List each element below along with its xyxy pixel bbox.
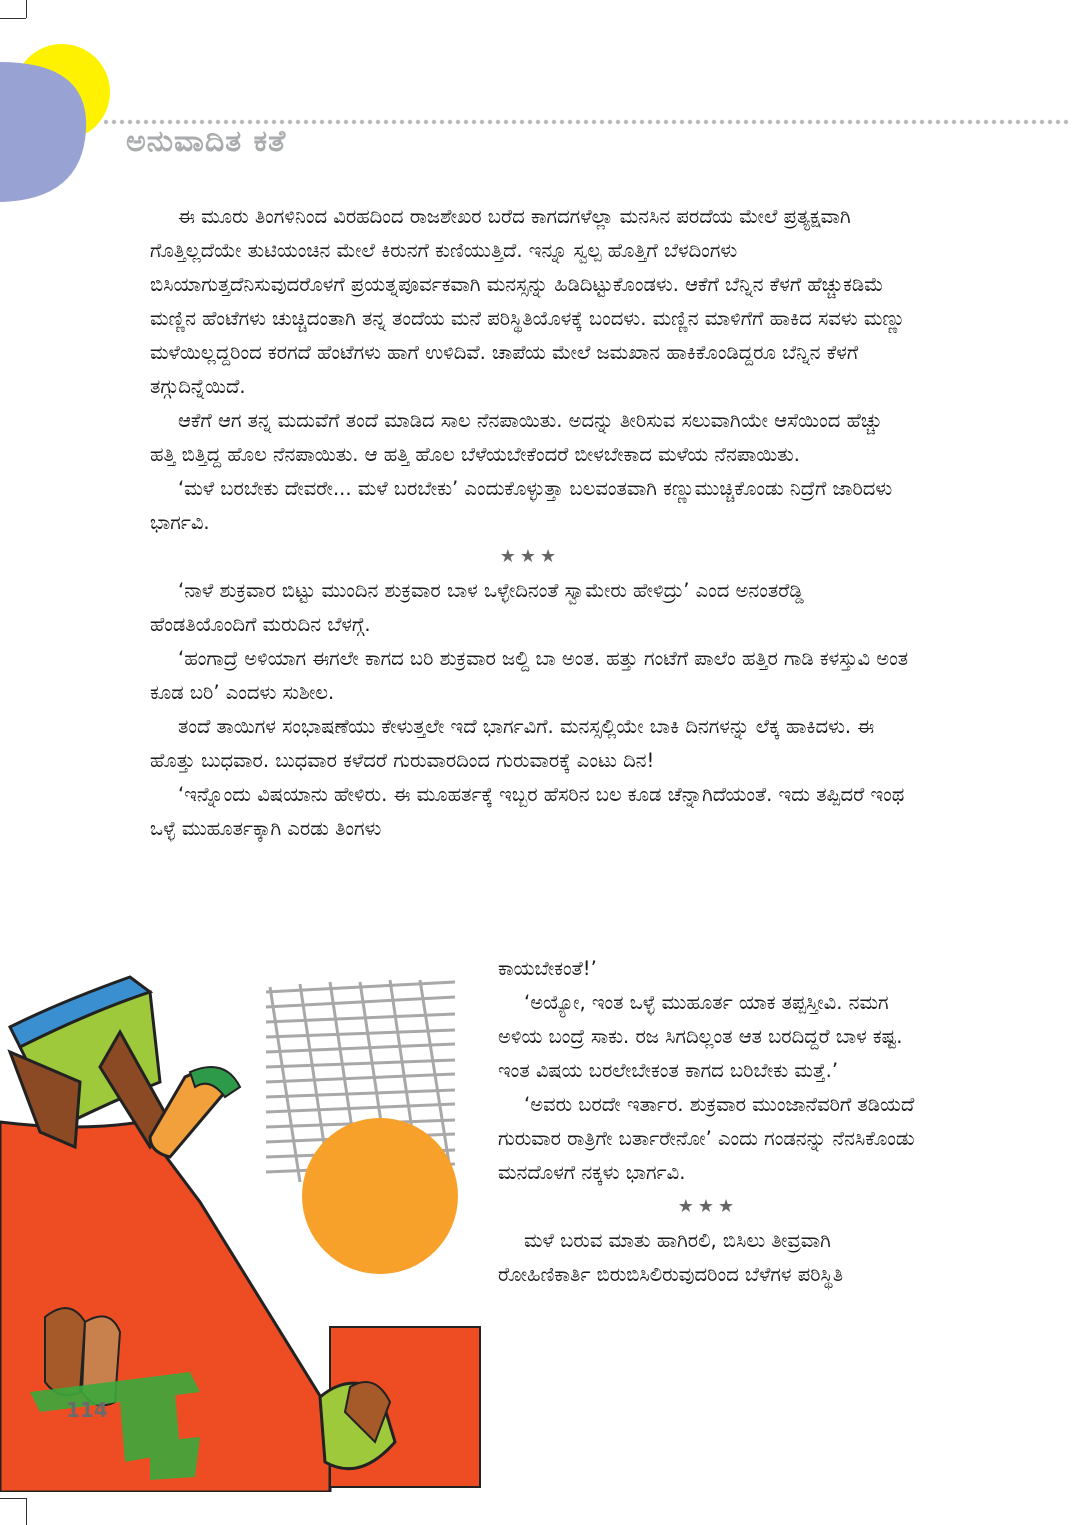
- paragraph: ತಂದೆ ತಾಯಿಗಳ ಸಂಭಾಷಣೆಯು ಕೇಳುತ್ತಲೇ ಇದೆ ಭಾರ್ಗವಿಗೆ. ಮನಸ್ಸಲ್ಲಿಯೇ ಬಾಕಿ ದಿನಗಳನ್ನು ಲೆಕ್ಕ ಹಾಕಿದಳು. ಈ ಹೊತ್ತು ಬುಧವಾರ. ಬುಧವಾರ ಕಳೆದರೆ ಗುರುವಾರದಿಂದ ಗುರುವಾರಕ್ಕೆ ಎಂಟು ದಿನ!: [150, 715, 875, 772]
- story-text-main: [150, 200, 910, 846]
- section-title: ಅನುವಾದಿತ ಕತೆ: [126, 124, 287, 159]
- paragraph: ಆಕೆಗೆ ಆಗ ತನ್ನ ಮದುವೆಗೆ ತಂದೆ ಮಾಡಿದ ಸಾಲ ನೆನಪಾಯಿತು. ಅದನ್ನು ತೀರಿಸುವ ಸಲುವಾಗಿಯೇ ಆಸೆಯಿಂದ ಹೆಚ್ಚು ಹತ್ತಿ ಬಿತ್ತಿದ್ದ ಹೊಲ ನೆನಪಾಯಿತು. ಆ ಹತ್ತಿ ಹೊಲ ಬೆಳೆಯಬೇಕೆಂದರೆ ಬೀಳಬೇಕಾದ ಮಳೆಯ ನೆನಪಾಯಿತು.: [150, 409, 883, 466]
- paragraph: ಮಳೆ ಬರುವ ಮಾತು ಹಾಗಿರಲಿ, ಬಿಸಿಲು ತೀವ್ರವಾಗಿ ರೋಹಿಣಿಕಾರ್ತಿ ಬಿರುಬಿಸಿಲಿರುವುದರಿಂದ ಬೆಳೆಗಳ ಪರಿಸ್ಥಿತಿ: [498, 1229, 844, 1286]
- paragraph: ‘ಅಯ್ಯೋ, ಇಂತ ಒಳ್ಳೆ ಮುಹೂರ್ತ ಯಾಕ ತಪ್ಪಸ್ತೀವಿ. ನಮಗ ಅಳಿಯ ಬಂದ್ರೆ ಸಾಕು. ರಜ ಸಿಗದಿಲ್ಲಂತ ಆತ ಬರದಿದ್ದರೆ ಬಾಳ ಕಷ್ಟ. ಇಂತ ವಿಷಯ ಬರಲೇಬೇಕಂತ ಕಾಗದ ಬರಿಬೇಕು ಮತ್ತೆ.’: [498, 991, 903, 1082]
- paragraph: ಈ ಮೂರು ತಿಂಗಳಿನಿಂದ ವಿರಹದಿಂದ ರಾಜಶೇಖರ ಬರೆದ ಕಾಗದಗಳೆಲ್ಲಾ ಮನಸಿನ ಪರದೆಯ ಮೇಲೆ ಪ್ರತ್ಯಕ್ಷವಾಗಿ ಗೊತ್ತಿಲ್ಲದೆಯೇ ತುಟಿಯಂಚಿನ ಮೇಲೆ ಕಿರುನಗೆ ಕುಣಿಯುತ್ತಿದೆ. ಇನ್ನೂ ಸ್ವಲ್ಪ ಹೊತ್ತಿಗೆ ಬೆಳದಿಂಗಳು ಬಿಸಿಯಾಗುತ್ತದೆನಿಸುವುದರೊಳಗೆ ಪ್ರಯತ್ನಪೂರ್ವಕವಾಗಿ ಮನಸ್ಸನ್ನು ಹಿಡಿದಿಟ್ಟುಕೊಂಡಳು. ಆಕೆಗೆ ಬೆನ್ನಿನ ಕೆಳಗೆ ಹೆಚ್ಚುಕಡಿಮೆ ಮಣ್ಣಿನ ಹೆಂಟೆಗಳು ಚುಚ್ಚಿದಂತಾಗಿ ತನ್ನ ತಂದೆಯ ಮನೆ ಪರಿಸ್ಥಿತಿಯೊಳಕ್ಕೆ ಬಂದಳು. ಮಣ್ಣಿನ ಮಾಳಿಗೆಗೆ ಹಾಕಿದ ಸವಳು ಮಣ್ಣು ಮಳೆಯಿಲ್ಲದ್ದರಿಂದ ಕರಗದೆ ಹೆಂಟೆಗಳು ಹಾಗೆ ಉಳಿದಿವೆ. ಚಾಪೆಯ ಮೇಲೆ ಜಮಖಾನ ಹಾಕಿಕೊಂಡಿದ್ದರೂ ಬೆನ್ನಿನ ಕೆಳಗೆ ತಗ್ಗುದಿನ್ನೆಯಿದೆ.: [150, 205, 906, 398]
- story-text-column: [498, 952, 918, 1292]
- section-separator: ★★★: [499, 546, 561, 567]
- section-separator: ★★★: [677, 1196, 739, 1217]
- paragraph: ‘ಅವರು ಬರದೇ ಇರ್ತಾರ. ಶುಕ್ರವಾರ ಮುಂಜಾನೆವರಿಗೆ ತಡಿಯದೆ ಗುರುವಾರ ರಾತ್ರಿಗೇ ಬರ್ತಾರೇನೋ’ ಎಂದು ಗಂಡನನ್ನು ನೆನಸಿಕೊಂಡು ಮನದೊಳಗೆ ನಕ್ಕಳು ಭಾರ್ಗವಿ.: [498, 1093, 915, 1184]
- faces: [45, 1308, 85, 1395]
- paragraph: ಕಾಯಬೇಕಂತೆ!’: [498, 957, 597, 980]
- paragraph: ‘ಇನ್ನೊಂದು ವಿಷಯಾನು ಹೇಳಿರು. ಈ ಮೂಹರ್ತಕ್ಕೆ ಇಬ್ಬರ ಹೆಸರಿನ ಬಲ ಕೂಡ ಚೆನ್ನಾಗಿದೆಯಂತೆ. ಇದು ತಪ್ಪಿದರೆ ಇಂಥ ಒಳ್ಳೆ ಮುಹೂರ್ತಕ್ಕಾಗಿ ಎರಡು ತಿಂಗಳು: [150, 783, 905, 840]
- sun-circle: [302, 1118, 458, 1274]
- paragraph: ‘ಹಂಗಾದ್ರೆ ಅಳಿಯಾಗ ಈಗಲೇ ಕಾಗದ ಬರಿ ಶುಕ್ರವಾರ ಜಲ್ದಿ ಬಾ ಅಂತ. ಹತ್ತು ಗಂಟೆಗೆ ಪಾಲೆಂ ಹತ್ತಿರ ಗಾಡಿ ಕಳಸ್ತುವಿ ಅಂತ ಕೂಡ ಬರಿ’ ಎಂದಳು ಸುಶೀಲ.: [150, 647, 909, 704]
- paragraph: ‘ಮಳೆ ಬರಬೇಕು ದೇವರೇ... ಮಳೆ ಬರಬೇಕು’ ಎಂದುಕೊಳ್ಳುತ್ತಾ ಬಲವಂತವಾಗಿ ಕಣ್ಣುಮುಚ್ಚಿಕೊಂಡು ನಿದ್ರೆಗೆ ಜಾರಿದಳು ಭಾರ್ಗವಿ.: [150, 477, 893, 534]
- crop-mark-bottom-h: [0, 1498, 26, 1499]
- page-number: 114: [66, 1398, 108, 1422]
- header-decoration: [0, 0, 1072, 210]
- crop-mark-bottom: [26, 1498, 27, 1525]
- paragraph: ‘ನಾಳೆ ಶುಕ್ರವಾರ ಬಿಟ್ಟು ಮುಂದಿನ ಶುಕ್ರವಾರ ಬಾಳ ಒಳ್ಳೇದಿನಂತೆ ಸ್ವಾಮೇರು ಹೇಳಿದ್ರು’ ಎಂದ ಅನಂತರೆಡ್ಡಿ ಹೆಂಡತಿಯೊಂದಿಗೆ ಮರುದಿನ ಬೆಳಗ್ಗೆ.: [150, 579, 804, 636]
